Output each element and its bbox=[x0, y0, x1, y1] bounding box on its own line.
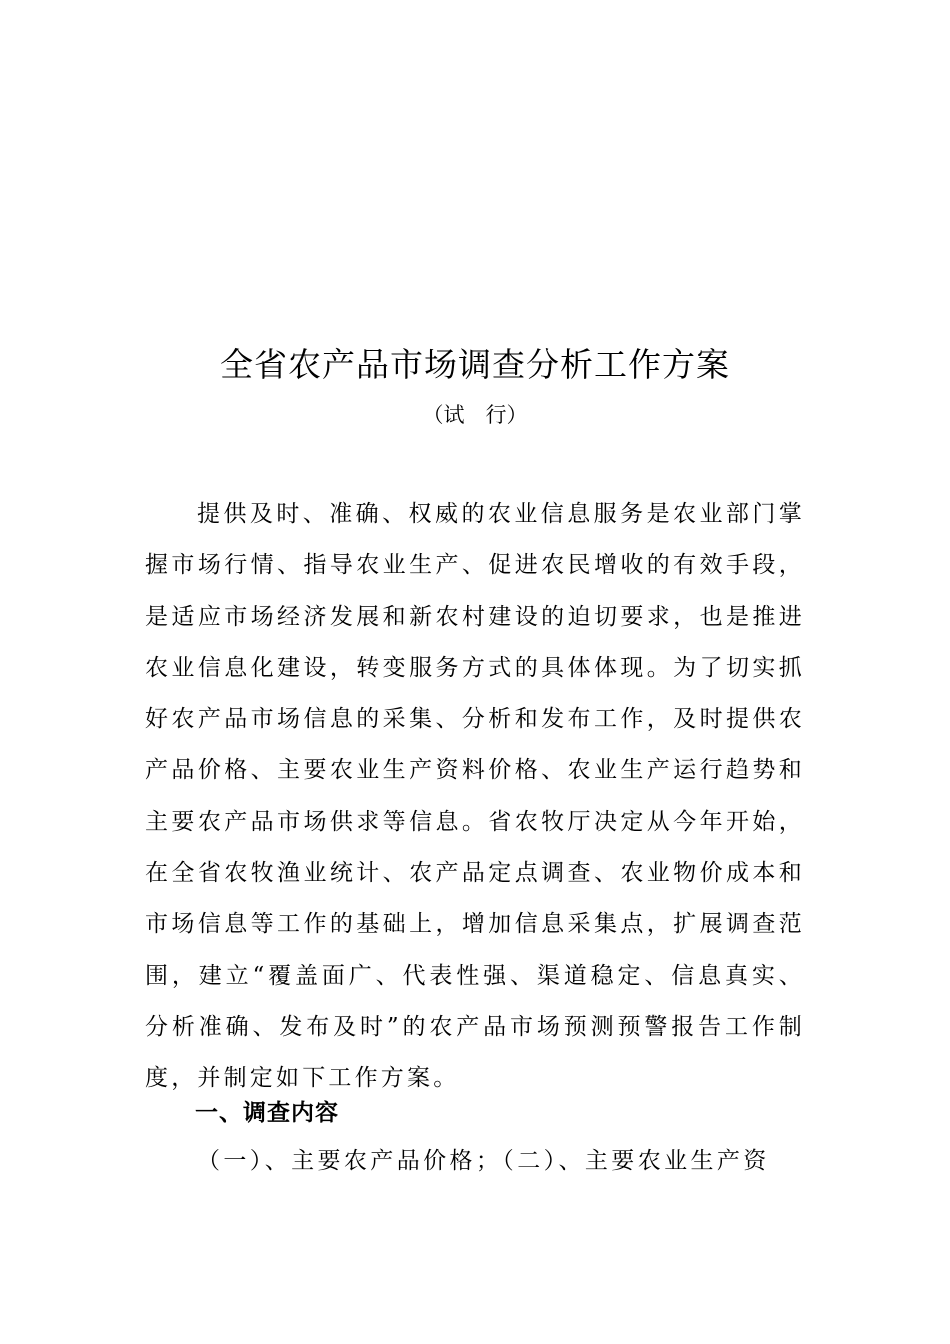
section-first-line: （一）、主要农产品价格；（二）、主要农业生产资 bbox=[197, 1148, 770, 1174]
document-subtitle: （试 行） bbox=[422, 403, 528, 427]
section-heading: 一、调查内容 bbox=[195, 1100, 339, 1126]
intro-paragraph: 提供及时、准确、权威的农业信息服务是农业部门掌握市场行情、指导农业生产、促进农民增收的有效手段，是适应市场经济发展和新农村建设的迫切要求，也是推进农业信息化建设，转变服务方式的具体体现。为了切实抓好农产品市场信息的采集、分析和发布工作，及时提供农产品价格、主要农业生产资料价格、农业生产运行趋势和主要农产品市场供求等信息。省农牧厅决定从今年开始，在全省农牧渔业统计、农产品定点调查、农业物价成本和市场信息等工作的基础上，增加信息采集点，扩展调查范围，建立“覆盖面广、代表性强、渠道稳定、信息真实、分析准确、发布及时”的农产品市场预测预警报告工作制度，并制定如下工作方案。 bbox=[145, 501, 805, 1092]
document-title: 全省农产品市场调查分析工作方案 bbox=[220, 345, 730, 384]
